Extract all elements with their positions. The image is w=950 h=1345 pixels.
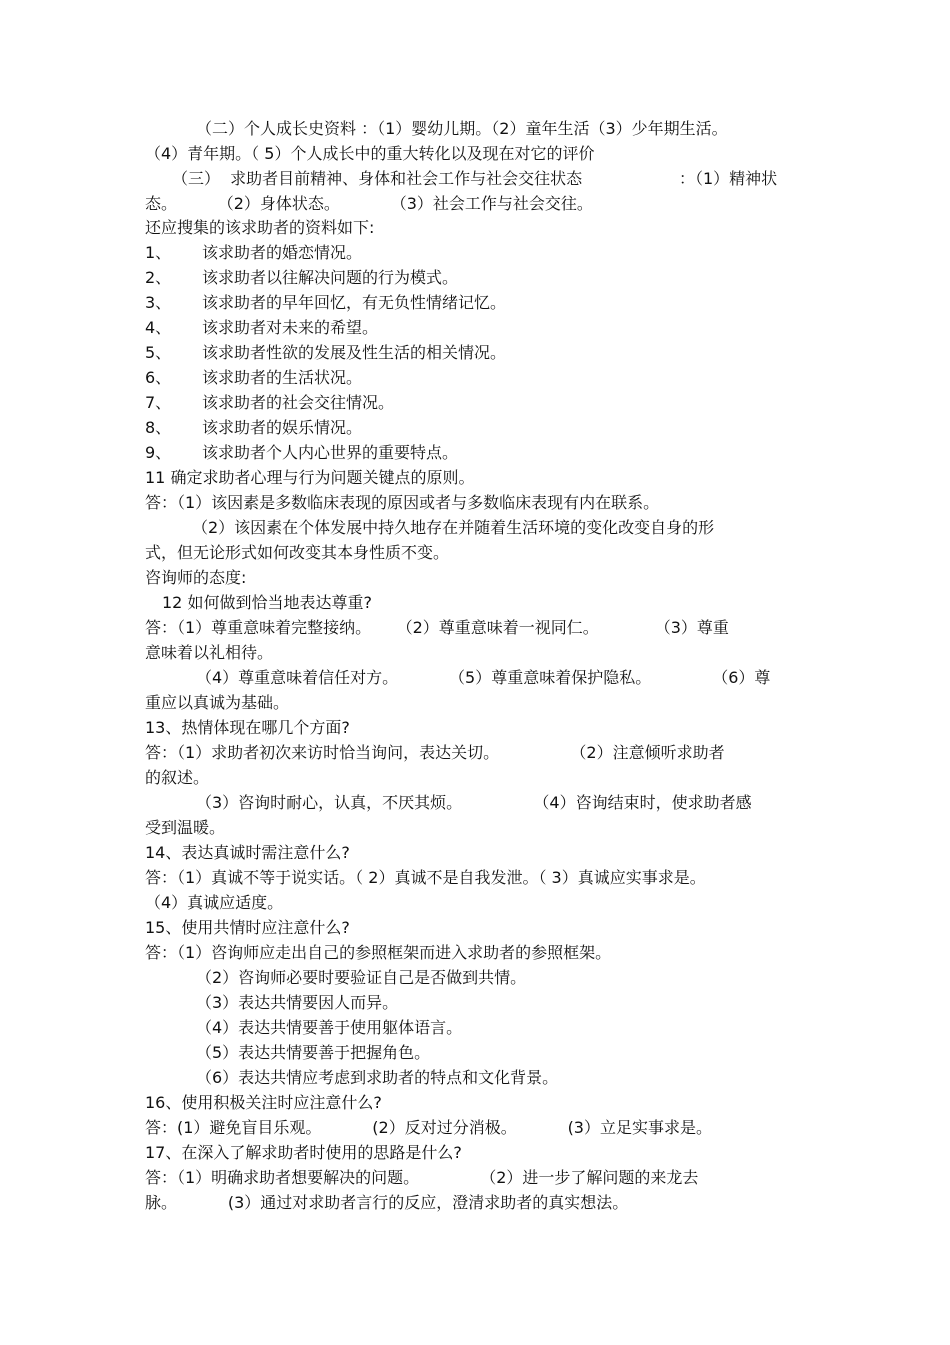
text-line: （二）个人成长史资料 ：（1）婴幼儿期。（2）童年生活（3）少年期生活。: [196, 119, 728, 138]
list-item: 该求助者的社会交往情况。: [202, 393, 395, 412]
list-number: 8、: [145, 418, 172, 437]
text-line: （4）青年期。（ 5）个人成长中的重大转化以及现在对它的评价: [145, 144, 595, 163]
question-heading: 14、表达真诚时需注意什么?: [145, 843, 350, 862]
answer-line: 答：（1）真诚不等于说实话。（ 2）真诚不是自我发泄。（ 3）真诚应实事求是。: [145, 868, 706, 887]
list-item: 该求助者性欲的发展及性生活的相关情况。: [202, 343, 507, 362]
answer-line: 答：(1）避免盲目乐观。 (2）反对过分消极。 (3）立足实事求是。: [145, 1118, 712, 1137]
list-item: 该求助者的娱乐情况。: [202, 418, 363, 437]
answer-line: （2）咨询师必要时要验证自己是否做到共情。: [196, 968, 527, 987]
answer-line: 的叙述。: [145, 768, 210, 787]
answer-line: 式，但无论形式如何改变其本身性质不变。: [145, 543, 450, 562]
section-heading: 还应搜集的该求助者的资料如下:: [145, 218, 375, 237]
list-number: 2、: [145, 268, 172, 287]
list-number: 9、: [145, 443, 172, 462]
list-number: 4、: [145, 318, 172, 337]
answer-line: （3）咨询时耐心，认真，不厌其烦。 （4）咨询结束时，使求助者感: [196, 793, 752, 812]
answer-line: 意味着以礼相待。: [145, 643, 274, 662]
list-number: 6、: [145, 368, 172, 387]
answer-line: 答：（1）该因素是多数临床表现的原因或者与多数临床表现有内在联系。: [145, 493, 660, 512]
answer-line: 受到温暖。: [145, 818, 226, 837]
answer-line: （4）尊重意味着信任对方。 （5）尊重意味着保护隐私。 （6）尊: [196, 668, 771, 687]
answer-line: 答：（1）求助者初次来访时恰当询问，表达关切。 （2）注意倾听求助者: [145, 743, 725, 762]
text-line: （三） 求助者目前精神、身体和社会工作与社会交往状态: [172, 169, 583, 188]
list-number: 3、: [145, 293, 172, 312]
list-number: 7、: [145, 393, 172, 412]
question-heading: 16、使用积极关注时应注意什么?: [145, 1093, 382, 1112]
answer-line: （5）表达共情要善于把握角色。: [196, 1043, 431, 1062]
answer-line: 答：（1）咨询师应走出自己的参照框架而进入求助者的参照框架。: [145, 943, 612, 962]
answer-line: 答：（1）尊重意味着完整接纳。 （2）尊重意味着一视同仁。 （3）尊重: [145, 618, 729, 637]
list-item: 该求助者个人内心世界的重要特点。: [202, 443, 459, 462]
list-item: 该求助者以往解决问题的行为模式。: [202, 268, 459, 287]
answer-line: 脉。 (3）通过对求助者言行的反应，澄清求助者的真实想法。: [145, 1193, 629, 1212]
list-number: 5、: [145, 343, 172, 362]
question-heading: 15、使用共情时应注意什么?: [145, 918, 350, 937]
answer-line: （2）该因素在个体发展中持久地存在并随着生活环境的变化改变自身的形: [192, 518, 715, 537]
list-item: 该求助者的生活状况。: [202, 368, 363, 387]
section-heading: 咨询师的态度:: [145, 568, 247, 587]
text-line: ：（1）精神状: [679, 169, 778, 188]
list-item: 该求助者对未来的希望。: [202, 318, 379, 337]
list-number: 1、: [145, 243, 172, 262]
list-item: 该求助者的早年回忆，有无负性情绪记忆。: [202, 293, 507, 312]
question-heading: 17、在深入了解求助者时使用的思路是什么?: [145, 1143, 462, 1162]
text-line: 态。 （2）身体状态。 （3）社会工作与社会交往。: [145, 194, 593, 213]
answer-line: 答：（1）明确求助者想要解决的问题。 （2）进一步了解问题的来龙去: [145, 1168, 699, 1187]
question-heading: 11 确定求助者心理与行为问题关键点的原则。: [145, 468, 475, 487]
answer-line: 重应以真诚为基础。: [145, 693, 290, 712]
answer-line: （4）真诚应适度。: [145, 893, 284, 912]
answer-line: （4）表达共情要善于使用躯体语言。: [196, 1018, 463, 1037]
answer-line: （3）表达共情要因人而异。: [196, 993, 399, 1012]
answer-line: （6）表达共情应考虑到求助者的特点和文化背景。: [196, 1068, 559, 1087]
list-item: 该求助者的婚恋情况。: [202, 243, 363, 262]
question-heading: 12 如何做到恰当地表达尊重?: [162, 593, 372, 612]
question-heading: 13、热情体现在哪几个方面?: [145, 718, 350, 737]
